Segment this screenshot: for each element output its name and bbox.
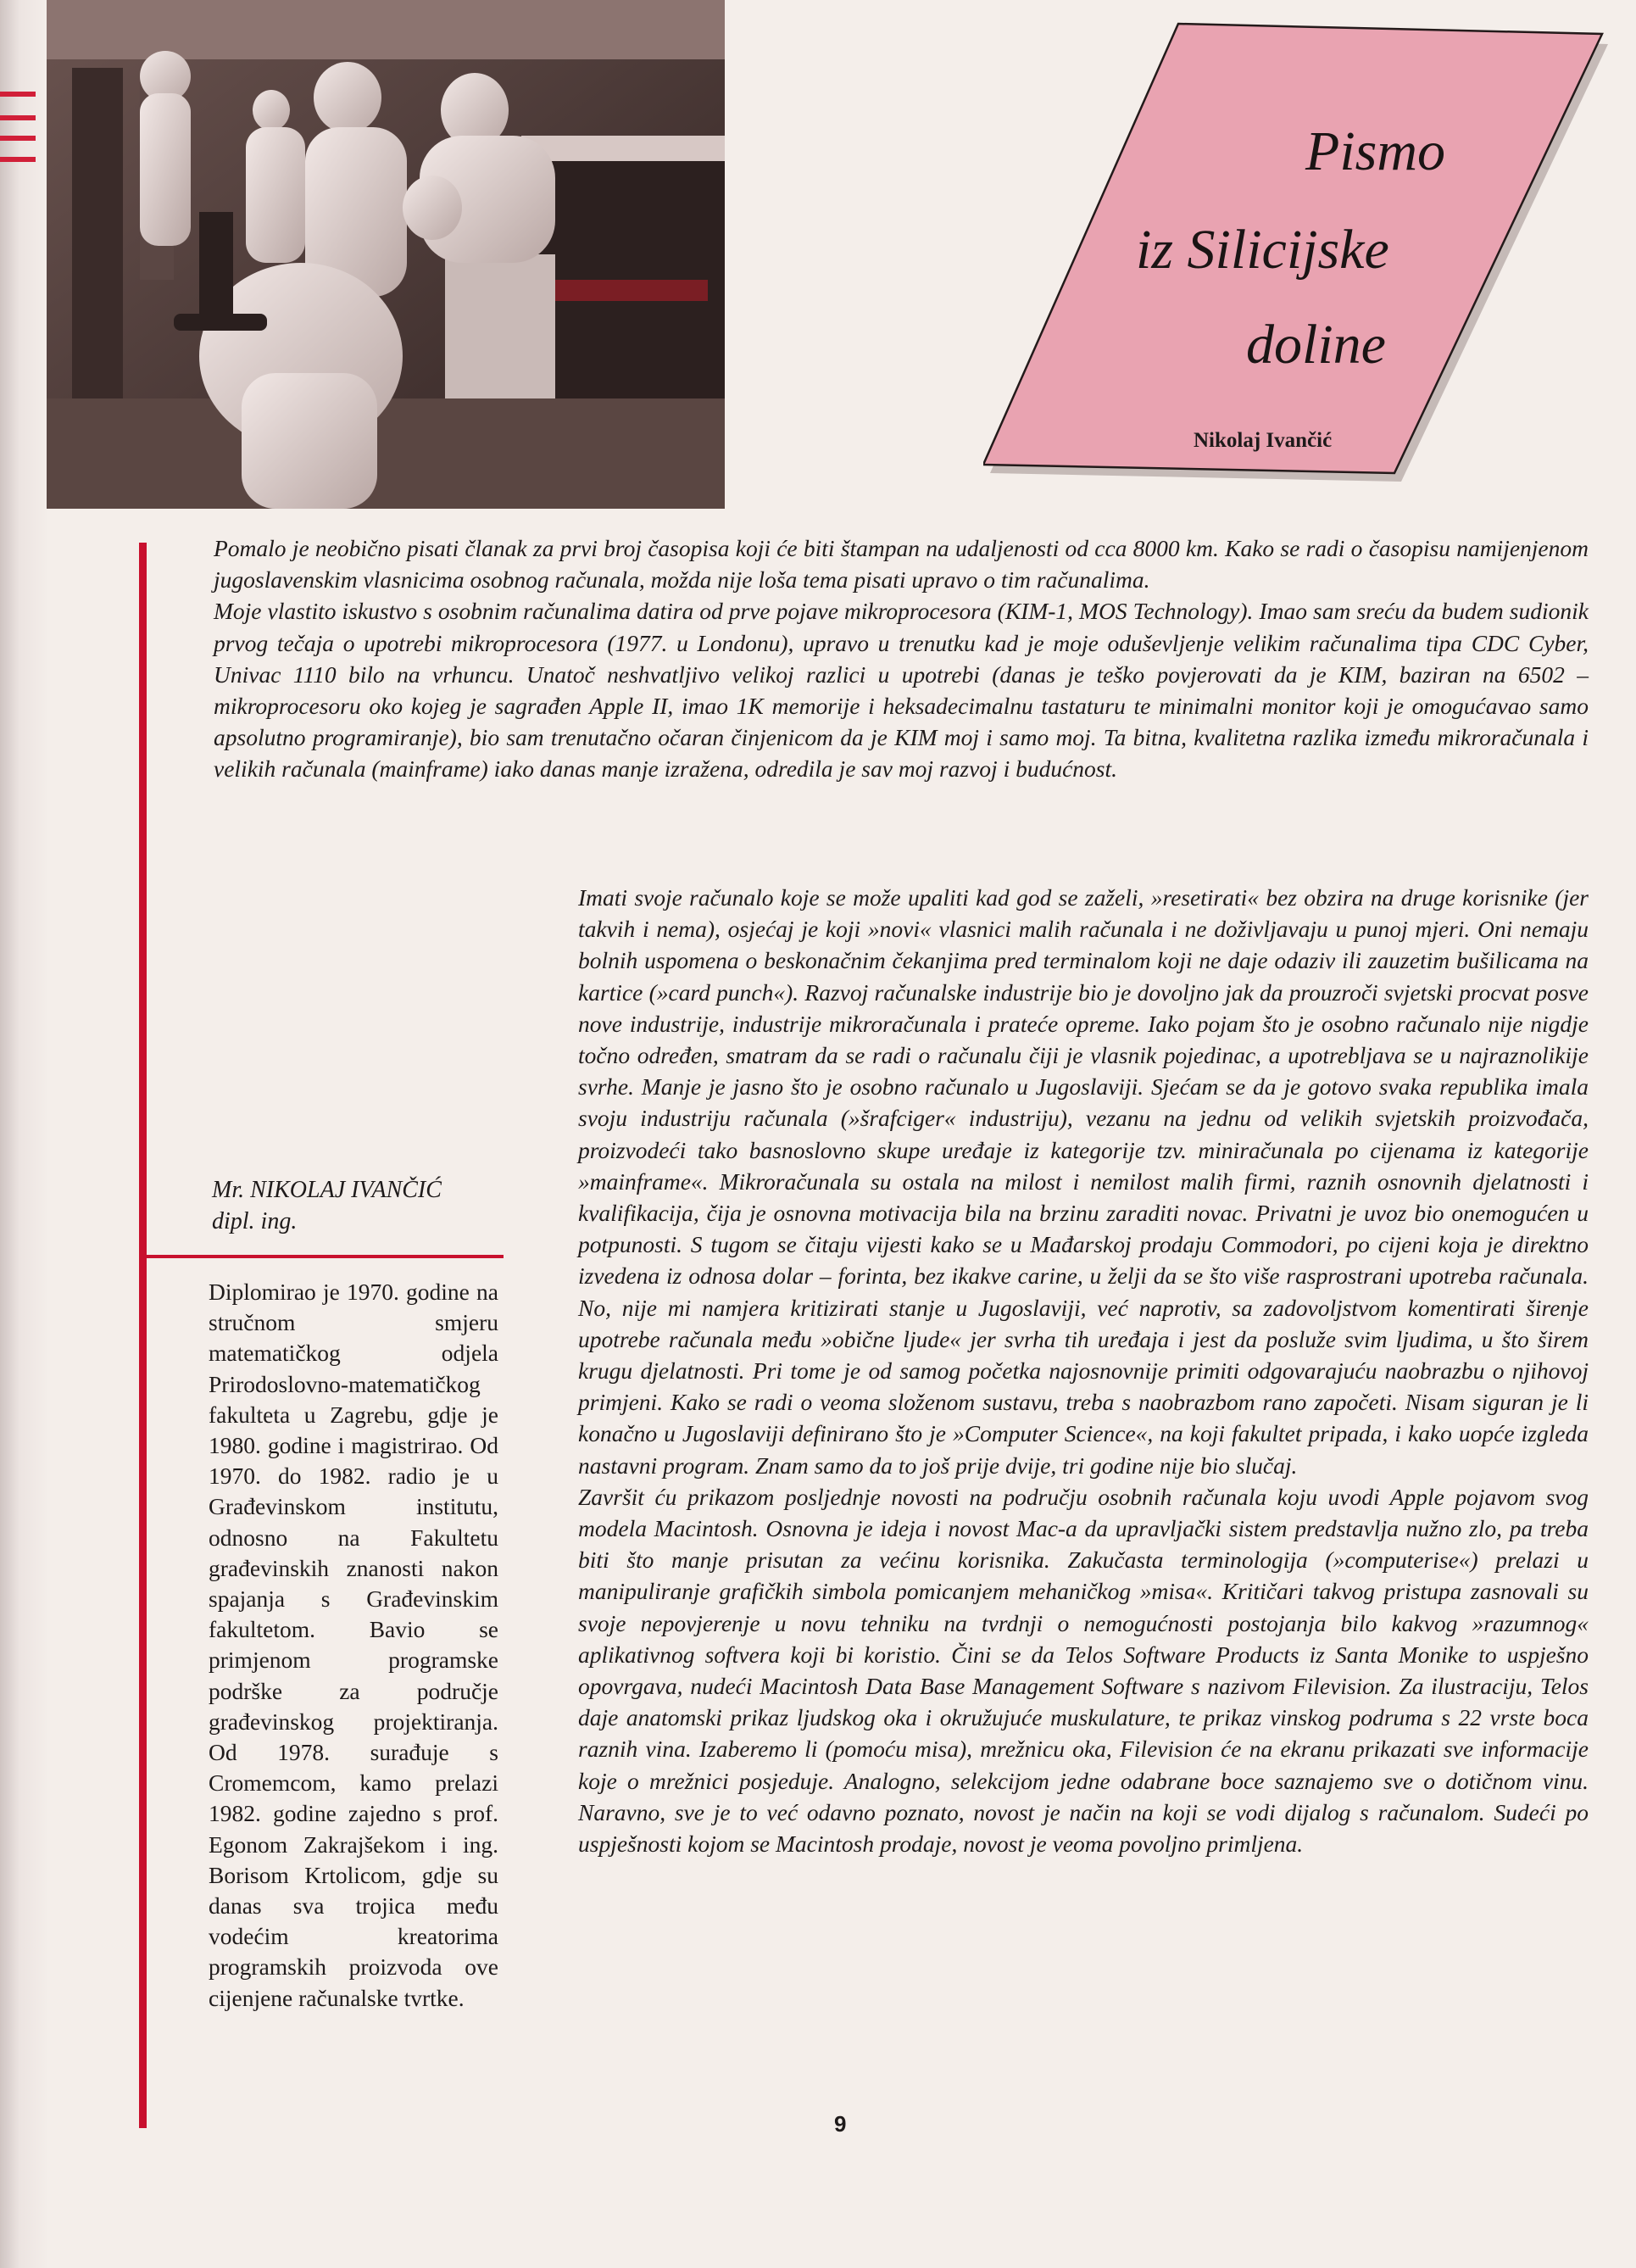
binding-stripe: [0, 92, 36, 97]
author-block: [212, 1174, 442, 1237]
intro-paragraph: Pomalo je neobično pisati članak za prvi broj časopisa koji će biti štampan na udaljenosti od cca 8000 km. Kako se radi o časopisu namijenjenom jugoslavenskim vlasnicima osobnog računala, možda nije loša tema pisati upravo o tim računalima.: [214, 535, 1589, 593]
article-body: [578, 882, 1589, 1859]
title-line-3: doline: [1246, 314, 1386, 376]
binding-stripe: [0, 157, 36, 162]
title-line-2: iz Silicijske: [1136, 219, 1389, 281]
red-vertical-rule: [139, 543, 147, 2128]
page-number: 9: [834, 2111, 847, 2137]
title-panel: [983, 17, 1628, 492]
red-horizontal-rule: [139, 1255, 504, 1258]
cleanroom-photo: [47, 0, 725, 509]
intro-paragraph: Moje vlastito iskustvo s osobnim računalima datira od prve pojave mikroprocesora (KIM-1, MOS Technology). Imao sam sreću da budem sudionik prvog tečaja o upotrebi mikroprocesora (1977. u Londonu), upravo u trenutku kad je moje oduševljenje velikim računalima tipa CDC Cyber, Univac 1110 bilo na vrhuncu. Unatoč neshvatljivo velikoj razlici u upotrebi (danas je teško povjerovati da je KIM, baziran na 6502 – mikroprocesoru oko kojeg je sagrađen Apple II, imao 1K memorije i heksadecimalnu tastaturu te minimalni monitor koji je omogućavao samo apsolutno programiranje), bio sam trenutačno očaran činjenicom da je KIM moj i samo moj. Ta bitna, kvalitetna razlika između mikroračunala i velikih računala (mainframe) iako danas manje izražena, odredila je sav moj razvoj i budućnost.: [214, 598, 1589, 783]
author-bio: Diplomirao je 1970. godine na stručnom smjeru matematičkog odjela Prirodoslovno-matematičkog fakulteta u Zagrebu, gdje je 1980. godine i magistrirao. Od 1970. do 1982. radio je u Građevinskom institutu, odnosno na Fakultetu građevinskih znanosti nakon spajanja s Građevinskim fakultetom. Bavio se primjenom programske podrške za područje građevinskog projektiranja. Od 1978. surađuje s Cromemcom, kamo prelazi 1982. godine zajedno s prof. Egonom Zakrajšekom i ing. Borisom Krtolicom, gdje su danas sva trojica među vodećim kreatorima programskih proizvoda ove cijenjene računalske tvrtke.: [209, 1279, 498, 2011]
title-line-1: Pismo: [1305, 120, 1445, 182]
binding-stripe: [0, 136, 36, 141]
author-title: dipl. ing.: [212, 1208, 298, 1234]
intro-text: [214, 532, 1589, 785]
byline: Nikolaj Ivančić: [1194, 429, 1333, 452]
article-paragraph: Završit ću prikazom posljednje novosti na području osobnih računala koju uvodi Apple pojavom svog modela Macintosh. Osnovna je ideja i novost Mac-a da upravljački sistem predstavlja nužno zlo, pa treba biti što manje prisutan za većinu korisnika. Zakučasta terminologija (»computerise«) prelazi u manipuliranje grafičkih simbola pomicanjem mehaničkog »misa«. Kritičari takvog pristupa zasnovali su svoje nepovjerenje u novu tehniku na tvrdnji o nemogućnosti postojanja bilo kakvog »razumnog« aplikativnog softvera koji bi koristio. Čini se da Telos Software Products iz Santa Monike to uspješno opovrgava, nudeći Macintosh Data Base Management Software s nazivom Filevision. Za ilustraciju, Telos daje anatomski prikaz ljudskog oka i okružujuće muskulature, te prikaz vinskog podruma s 22 vrste boca raznih vina. Izaberemo li (pomoću misa), mrežnicu oka, Filevision će na ekranu prikazati sve informacije koje o mrežnici posjeduje. Analogno, selekcijom jedne odabrane boce saznajemo sve o dotičnom vinu. Naravno, sve je to već odavno poznato, novost je način na koji se vodi dijalog s računalom. Sudeći po uspješnosti kojom se Macintosh prodaje, novost je veoma povoljno primljena.: [578, 1483, 1589, 1858]
page-binding: [0, 0, 49, 2268]
article-paragraph: Imati svoje računalo koje se može upaliti kad god se zaželi, »resetirati« bez obzira na druge korisnike (jer takvih i nema), osjećaj je koji »novi« vlasnici malih računala i ne doživljavaju u punoj mjeri. Oni nemaju bolnih uspomena o beskonačnim čekanjima pred terminalom koji ne daje odaziv ili zauzetim bušilicama na kartice (»card punch«). Razvoj računalske industrije bio je dovoljno jak da prouzroči svjetski procvat posve nove industrije, industrije mikroračunala i prateće opreme. Iako pojam što je osobno računalo nije nigdje točno određen, smatram da se radi o računalu čiji je vlasnik pojedinac, a upotrebljava se u najraznolikije svrhe. Manje je jasno što je osobno računalo u Jugoslaviji. Sjećam se da je gotovo svaka republika imala svoju industriju računala (»šrafciger« industriju), vezanu na jednu od velikih svjetskih proizvođača, proizvodeći tako basnoslovno skupe uređaje iz kategorije tzv. miniračunala po cijenama iz kategorije »mainframe«. Mikroračunala su ostala na milost i nemilost malih firmi, raznih osnovnih djelatnosti i kvalifikacija, čija je osnovna motivacija bila na brzinu zaraditi novac. Privatni je uvoz bio onemogućen u potpunosti. S tugom se čitaju vijesti kako se u Mađarskoj prodaju Commodori, po cijeni koja je direktno izvedena iz odnosa dolar – forinta, bez ikakve carine, u želji da se što više rasprostrani upotreba računala. No, nije mi namjera kritizirati stanje u Jugoslaviji, već naprotiv, sa zadovoljstvom komentirati širenje upotrebe računala među »obične ljude« jer svrha tih uređaja i jest da posluže svim ljudima, u što širem krugu djelatnosti. Pri tome je od samog početka najosnovnije primiti odgovarajuću naobrazbu o njihovoj primjeni. Kako se radi o veoma složenom sustavu, treba s naobrazbom rano započeti. Nisam siguran je li konačno u Jugoslaviji definirano što je »Computer Science«, na koji fakultet pripada, i kako uopće izgleda nastavni program. Znam samo da to još prije dvije, tri godine nije bio slučaj.: [578, 884, 1589, 1479]
binding-stripe: [0, 115, 36, 120]
author-name: Mr. NIKOLAJ IVANČIĆ: [212, 1177, 442, 1203]
